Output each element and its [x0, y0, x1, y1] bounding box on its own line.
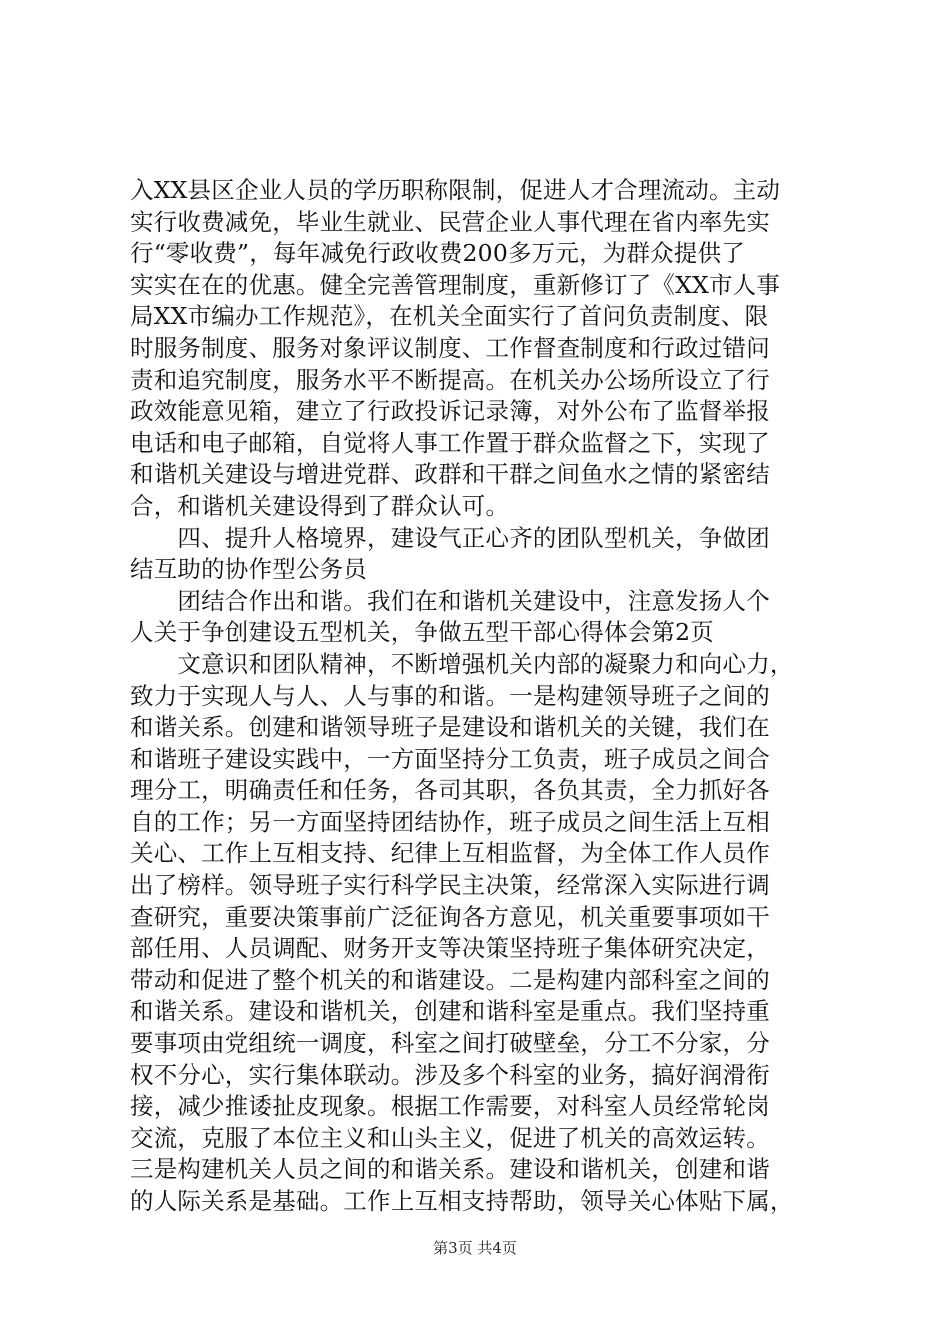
text-line: 出了榜样。领导班子实行科学民主决策，经常深入实际进行调 [130, 871, 770, 900]
text-line: 局XX市编办工作规范》，在机关全面实行了首问负责制度、限 [130, 302, 769, 331]
text-line: 的人际关系是基础。工作上互相支持帮助，领导关心体贴下属， [130, 1187, 794, 1215]
page-footer [0, 1238, 950, 1258]
text-line: 权不分心，实行集体联动。涉及多个科室的业务，搞好润滑衔 [130, 1060, 770, 1089]
text-line: 和谐关系。创建和谐领导班子是建设和谐机关的关键，我们在 [130, 713, 770, 742]
text-line: 要事项由党组统一调度，科室之间打破壁垒，分工不分家，分 [130, 1029, 770, 1058]
text-line: 致力于实现人与人、人与事的和谐。一是构建领导班子之间的 [130, 681, 770, 710]
text-line: 关心、工作上互相支持、纪律上互相监督，为全体工作人员作 [130, 839, 770, 868]
text-line: 三是构建机关人员之间的和谐关系。建设和谐机关，创建和谐 [130, 1155, 770, 1184]
text-line: 电话和电子邮箱，自觉将人事工作置于群众监督之下，实现了 [130, 428, 770, 457]
text-line: 时服务制度、服务对象评议制度、工作督查制度和行政过错问 [130, 333, 770, 362]
text-line: 责和追究制度，服务水平不断提高。在机关办公场所设立了行 [130, 365, 770, 394]
text-line: 和谐关系。建设和谐机关，创建和谐科室是重点。我们坚持重 [130, 997, 770, 1026]
text-line: 自的工作；另一方面坚持团结协作，班子成员之间生活上互相 [130, 807, 770, 836]
text-line: 接，减少推诿扯皮现象。根据工作需要，对科室人员经常轮岗 [130, 1092, 770, 1121]
text-line: 文意识和团队精神，不断增强机关内部的凝聚力和向心力， [130, 649, 794, 678]
text-line: 四、提升人格境界，建设气正心齐的团队型机关，争做团 [130, 523, 770, 552]
text-line: 带动和促进了整个机关的和谐建设。二是构建内部科室之间的 [130, 965, 770, 994]
text-line: 查研究，重要决策事前广泛征询各方意见，机关重要事项如干 [130, 902, 770, 931]
text-line: 结互助的协作型公务员 [130, 555, 367, 584]
page-number-label: 第3页 共4页 [433, 1239, 517, 1257]
body-text [130, 175, 830, 1218]
text-line: 和谐机关建设与增进党群、政群和干群之间鱼水之情的紧密结 [130, 460, 770, 489]
text-line: 交流，克服了本位主义和山头主义，促进了机关的高效运转。 [130, 1123, 770, 1152]
text-line: 团结合作出和谐。我们在和谐机关建设中，注意发扬人个 [130, 586, 770, 615]
text-line: 实实在在的优惠。健全完善管理制度，重新修订了《XX市人事 [130, 270, 781, 299]
text-line: 理分工，明确责任和任务，各司其职，各负其责，全力抓好各 [130, 776, 770, 805]
text-line: 合，和谐机关建设得到了群众认可。 [130, 491, 510, 520]
text-line: 人关于争创建设五型机关，争做五型干部心得体会第2页 [130, 618, 714, 647]
text-line: 实行收费减免，毕业生就业、民营企业人事代理在省内率先实 [130, 207, 770, 236]
text-line: 和谐班子建设实践中，一方面坚持分工负责，班子成员之间合 [130, 744, 770, 773]
text-line: 政效能意见箱，建立了行政投诉记录簿，对外公布了监督举报 [130, 397, 770, 426]
text-line: 行“零收费”，每年减免行政收费200多万元，为群众提供了 [130, 239, 745, 268]
text-line: 部任用、人员调配、财务开支等决策坚持班子集体研究决定， [130, 934, 770, 963]
text-line: 入XX县区企业人员的学历职称限制，促进人才合理流动。主动 [130, 176, 781, 204]
